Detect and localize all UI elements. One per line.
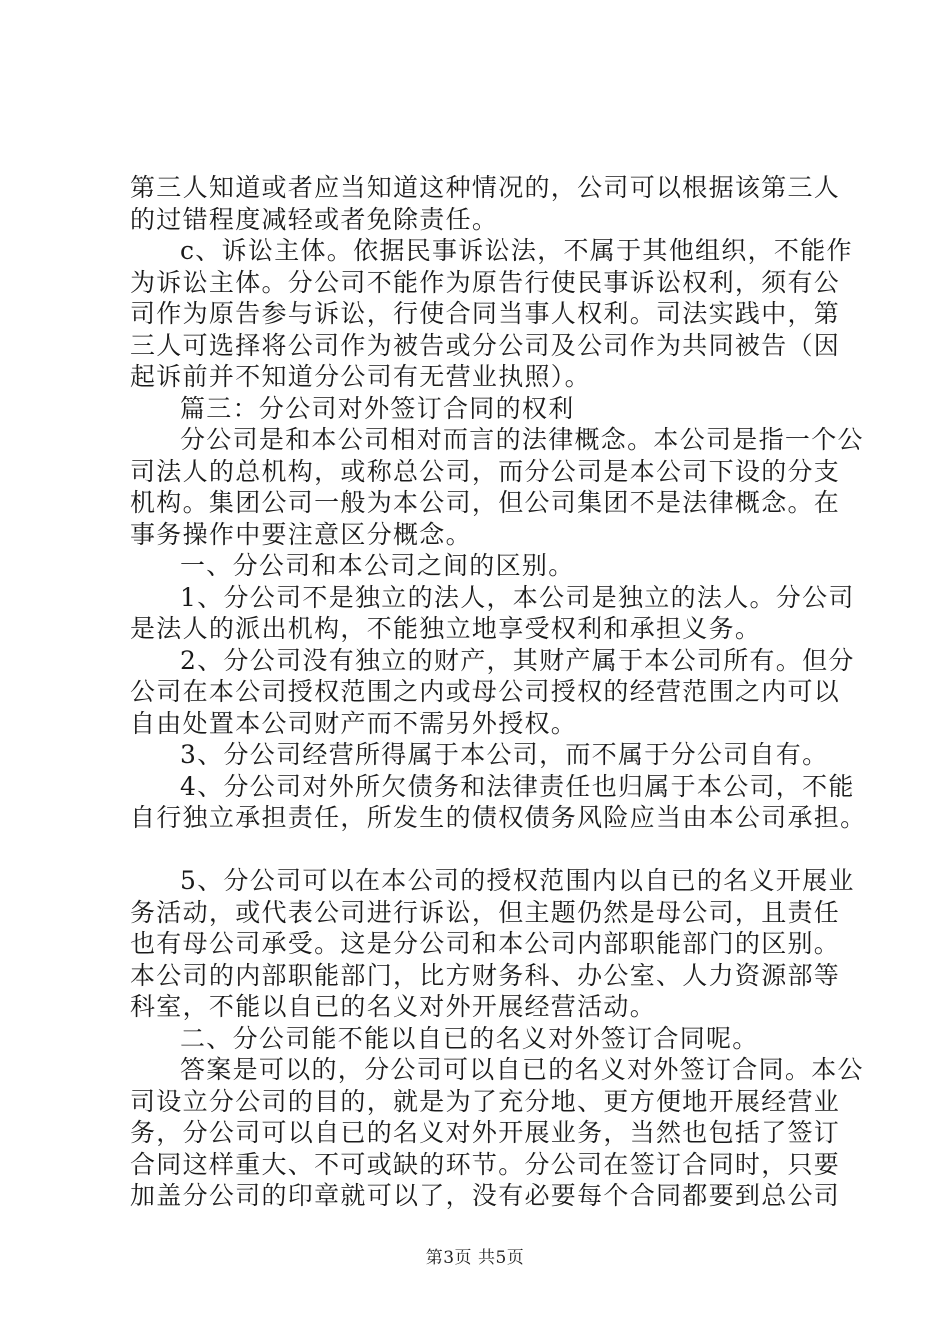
text-line: 起诉前并不知道分公司有无营业执照）。 — [130, 362, 591, 391]
text-line: 本公司的内部职能部门，比方财务科、办公室、人力资源部等 — [130, 960, 841, 990]
blank-line — [130, 834, 830, 866]
text-line: 加盖分公司的印章就可以了，没有必要每个合同都要到总公司 — [130, 1181, 841, 1210]
text-line: 司法人的总机构，或称总公司，而分公司是本公司下设的分支 — [130, 456, 841, 486]
text-line: 第三人知道或者应当知道这种情况的，公司可以根据该第三人 — [130, 173, 841, 202]
subsection-heading: 一、分公司和本公司之间的区别。 — [180, 551, 575, 580]
text-line: 也有母公司承受。这是分公司和本公司内部职能部门的区别。 — [130, 929, 841, 958]
text-line: 司设立分公司的目的，就是为了充分地、更方便地开展经营业 — [130, 1086, 841, 1116]
text-line: 的过错程度减轻或者免除责任。 — [130, 204, 499, 234]
text-line: 3、分公司经营所得属于本公司，而不属于分公司自有。 — [180, 740, 829, 769]
text-line: 5、分公司可以在本公司的授权范围内以自已的名义开展业 — [180, 866, 855, 895]
text-line: 为诉讼主体。分公司不能作为原告行使民事诉讼权利，须有公 — [130, 267, 841, 297]
text-line: 2、分公司没有独立的财产，其财产属于本公司所有。但分 — [180, 645, 855, 675]
subsection-heading: 二、分公司能不能以自已的名义对外签订合同呢。 — [180, 1023, 759, 1053]
text-line: 分公司是和本公司相对而言的法律概念。本公司是指一个公 — [180, 425, 864, 454]
text-line: 合同这样重大、不可或缺的环节。分公司在签订合同时，只要 — [130, 1149, 841, 1179]
text-line: 科室，不能以自已的名义对外开展经营活动。 — [130, 992, 657, 1021]
text-line: 公司在本公司授权范围之内或母公司授权的经营范围之内可以 — [130, 677, 841, 706]
text-line: 三人可选择将公司作为被告或分公司及公司作为共同被告（因 — [130, 330, 841, 360]
text-line: 务活动，或代表公司进行诉讼，但主题仍然是母公司，且责任 — [130, 897, 841, 927]
text-line: 是法人的派出机构，不能独立地享受权利和承担义务。 — [130, 614, 762, 643]
text-line: 1、分公司不是独立的法人，本公司是独立的法人。分公司 — [180, 582, 855, 612]
text-line: 司作为原告参与诉讼，行使合同当事人权利。司法实践中，第 — [130, 299, 841, 328]
text-line: 自行独立承担责任，所发生的债权债务风险应当由本公司承担。 — [130, 803, 867, 832]
text-line: 机构。集团公司一般为本公司，但公司集团不是法律概念。在 — [130, 488, 841, 517]
text-line: 4、分公司对外所欠债务和法律责任也归属于本公司，不能 — [180, 771, 855, 801]
page-number-footer: 第3页 共5页 — [425, 1248, 525, 1268]
text-line: 自由处置本公司财产而不需另外授权。 — [130, 708, 578, 738]
document-body — [130, 172, 867, 1212]
text-line: 答案是可以的，分公司可以自已的名义对外签订合同。本公 — [180, 1055, 864, 1084]
text-line: 务，分公司可以自已的名义对外开展业务，当然也包括了签订 — [130, 1118, 841, 1147]
text-line: c、诉讼主体。依据民事诉讼法，不属于其他组织，不能作 — [180, 236, 853, 265]
section-heading: 篇三：分公司对外签订合同的权利 — [180, 393, 575, 423]
text-line: 事务操作中要注意区分概念。 — [130, 519, 472, 549]
